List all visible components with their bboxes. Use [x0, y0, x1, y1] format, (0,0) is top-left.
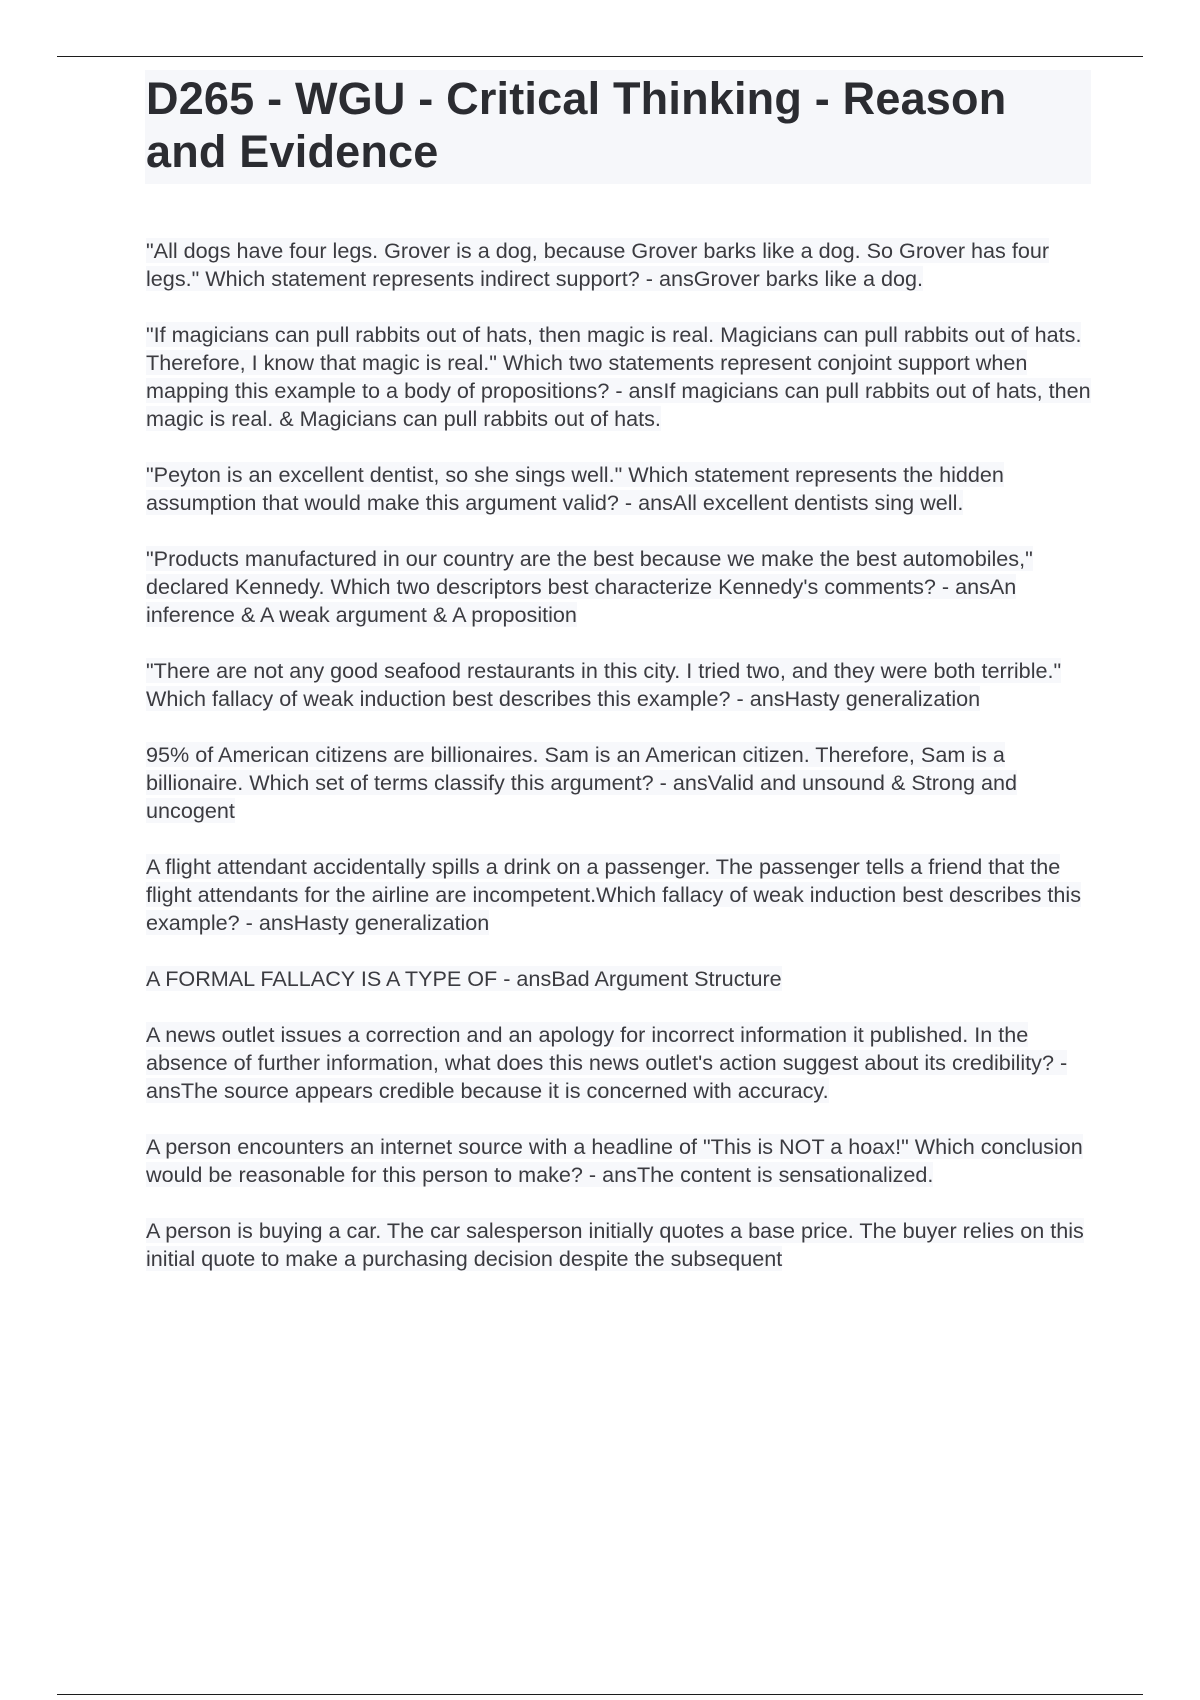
qa-list	[146, 237, 1096, 1301]
qa-text: "If magicians can pull rabbits out of hats, then magic is real. Magicians can pull rabbits out of hats. Therefore, I know that magic is real." Which two statements represent conjoint support when mapping this example to a body of propositions? - ansIf magicians can pull rabbits out of hats, then magic is real. & Magicians can pull rabbits out of hats.	[146, 322, 1091, 431]
qa-text: A person is buying a car. The car salesperson initially quotes a base price. The buyer relies on this initial quote to make a purchasing decision despite the subsequent	[146, 1218, 1084, 1271]
bottom-divider	[57, 1694, 1143, 1695]
qa-item	[146, 1133, 1096, 1189]
qa-item	[146, 741, 1096, 825]
qa-text: A FORMAL FALLACY IS A TYPE OF - ansBad Argument Structure	[146, 966, 782, 991]
qa-text: 95% of American citizens are billionaires. Sam is an American citizen. Therefore, Sam is a billionaire. Which set of terms classify this argument? - ansValid and unsound & Strong and uncogent	[146, 742, 1017, 823]
qa-text: "All dogs have four legs. Grover is a dog, because Grover barks like a dog. So Grover has four legs." Which statement represents indirect support? - ansGrover barks like a dog.	[146, 238, 1050, 291]
qa-item	[146, 657, 1096, 713]
qa-text: "Peyton is an excellent dentist, so she sings well." Which statement represents the hidden assumption that would make this argument valid? - ansAll excellent dentists sing well.	[146, 462, 1004, 515]
qa-text: "There are not any good seafood restaurants in this city. I tried two, and they were both terrible." Which fallacy of weak induction best describes this example? - ansHasty generalization	[146, 658, 1062, 711]
qa-item	[146, 321, 1096, 433]
document-title: D265 - WGU - Critical Thinking - Reason and Evidence	[146, 73, 1007, 177]
top-divider	[57, 56, 1143, 57]
qa-item	[146, 461, 1096, 517]
qa-item	[146, 853, 1096, 937]
qa-item	[146, 1217, 1096, 1273]
qa-text: A flight attendant accidentally spills a drink on a passenger. The passenger tells a friend that the flight attendants for the airline are incompetent.Which fallacy of weak induction best describes this example? - ansHasty generalization	[146, 854, 1082, 935]
qa-item	[146, 965, 1096, 993]
qa-item	[146, 1021, 1096, 1105]
qa-text: A news outlet issues a correction and an apology for incorrect information it published. In the absence of further information, what does this news outlet's action suggest about its credibility? - ansThe source appears credible because it is concerned with accuracy.	[146, 1022, 1068, 1103]
qa-text: A person encounters an internet source with a headline of "This is NOT a hoax!" Which conclusion would be reasonable for this person to make? - ansThe content is sensationalized.	[146, 1134, 1083, 1187]
qa-text: "Products manufactured in our country are the best because we make the best automobiles," declared Kennedy. Which two descriptors best characterize Kennedy's comments? - ansAn inference & A weak argument & A proposition	[146, 546, 1033, 627]
qa-item	[146, 237, 1096, 293]
qa-item	[146, 545, 1096, 629]
